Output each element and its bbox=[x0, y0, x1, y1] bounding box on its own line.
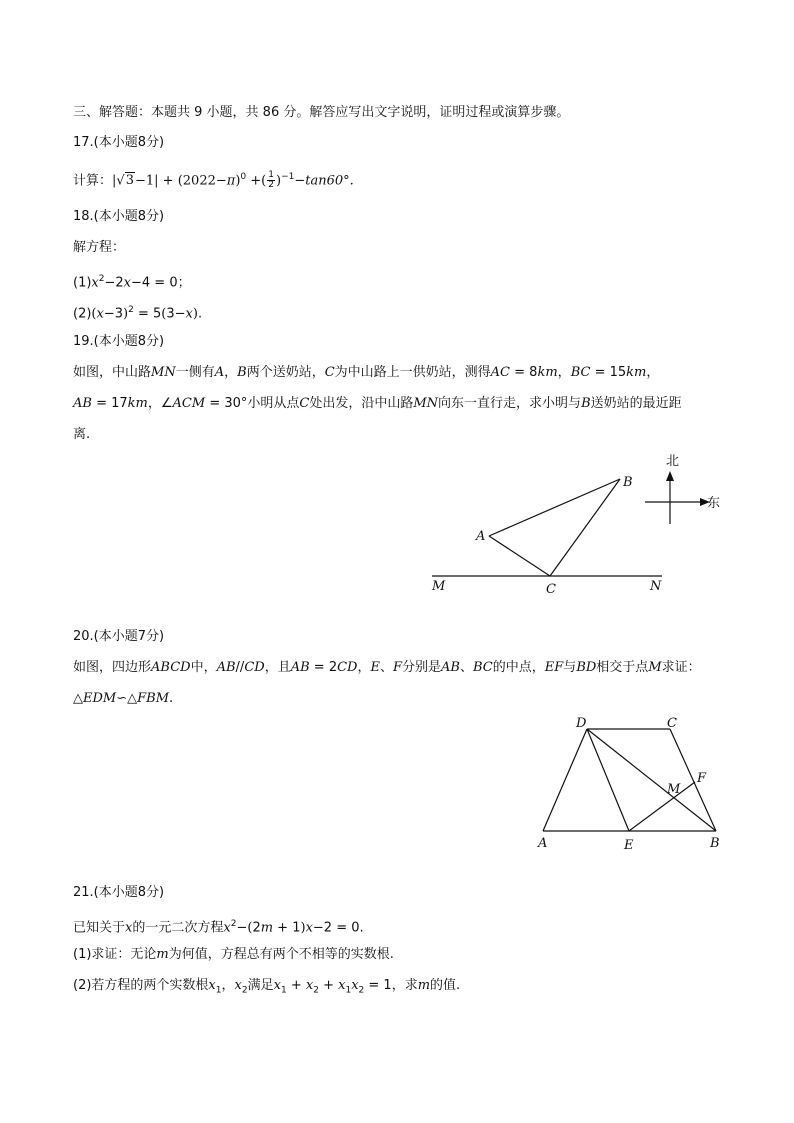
q19-line3: 离. bbox=[73, 427, 91, 442]
segment-cb bbox=[670, 729, 716, 831]
north-arrow-icon bbox=[666, 471, 674, 481]
label-north: 北 bbox=[666, 454, 680, 469]
label-b: B bbox=[710, 836, 720, 851]
q19-line2: AB = 17km，∠ACM = 30°小明从点C处出发，沿中山路MN向东一直行走，求小明与B送奶站的最近距 bbox=[73, 396, 682, 411]
segment-ad bbox=[543, 729, 587, 831]
label-a: A bbox=[476, 529, 486, 544]
segment-bc bbox=[550, 479, 620, 576]
segment-ab bbox=[489, 479, 620, 536]
q20-line2: △EDM∽△FBM. bbox=[73, 691, 174, 706]
q21-title: 21.(本小题8分) bbox=[73, 885, 165, 900]
q20-title: 20.(本小题7分) bbox=[73, 629, 165, 644]
label-d: D bbox=[576, 716, 587, 731]
label-c: C bbox=[667, 716, 677, 731]
label-n: N bbox=[650, 579, 662, 594]
q21-line1: 已知关于x的一元二次方程$x^2-(2m + 1)x-2 = 0$. bbox=[73, 919, 364, 936]
q18-part2: $(2)(x-3)^2 = 5(3-x)$. bbox=[73, 305, 203, 322]
q21-part2: (2)若方程的两个实数根$x_1$，$x_2$满足$x_1 + x_2 + x_1x_2 = 1$，求m的值. bbox=[73, 978, 461, 996]
q21-part1: (1)求证：无论m为何值，方程总有两个不相等的实数根. bbox=[73, 947, 394, 962]
q18-part1: $(1)x^2-2x-4 = 0$； bbox=[73, 274, 191, 291]
label-east: 东 bbox=[707, 496, 721, 511]
label-e: E bbox=[624, 838, 634, 853]
q19-figure bbox=[420, 445, 730, 605]
label-b: B bbox=[623, 475, 633, 490]
segment-de bbox=[587, 729, 629, 831]
label-m: M bbox=[432, 579, 446, 594]
section-header: 三、解答题：本题共 9 小题，共 86 分。解答应写出文字说明，证明过程或演算步骤。 bbox=[73, 105, 570, 120]
q19-title: 19.(本小题8分) bbox=[73, 334, 165, 349]
q17-title: 17.(本小题8分) bbox=[73, 135, 165, 150]
q20-figure bbox=[530, 712, 730, 857]
q18-prompt: 解方程： bbox=[73, 240, 126, 255]
label-m: M bbox=[667, 782, 681, 797]
label-f: F bbox=[697, 771, 707, 786]
q19-line1: 如图，中山路MN一侧有A，B两个送奶站，C为中山路上一供奶站，测得AC = 8km，BC = 15km， bbox=[73, 365, 660, 380]
q18-title: 18.(本小题8分) bbox=[73, 209, 165, 224]
q20-line1: 如图，四边形ABCD中，AB//CD，且AB = 2CD，E、F分别是AB、BC的中点，EF与BD相交于点M求证： bbox=[73, 660, 701, 675]
label-a: A bbox=[538, 836, 548, 851]
label-c: C bbox=[546, 582, 556, 597]
q17-expression: 计算：$|√3-1| + (2022-\pi)^0$ +( $\frac{1}{2}$ )$^{-1}$−tan60°. bbox=[73, 170, 354, 191]
segment-ac bbox=[489, 536, 550, 576]
